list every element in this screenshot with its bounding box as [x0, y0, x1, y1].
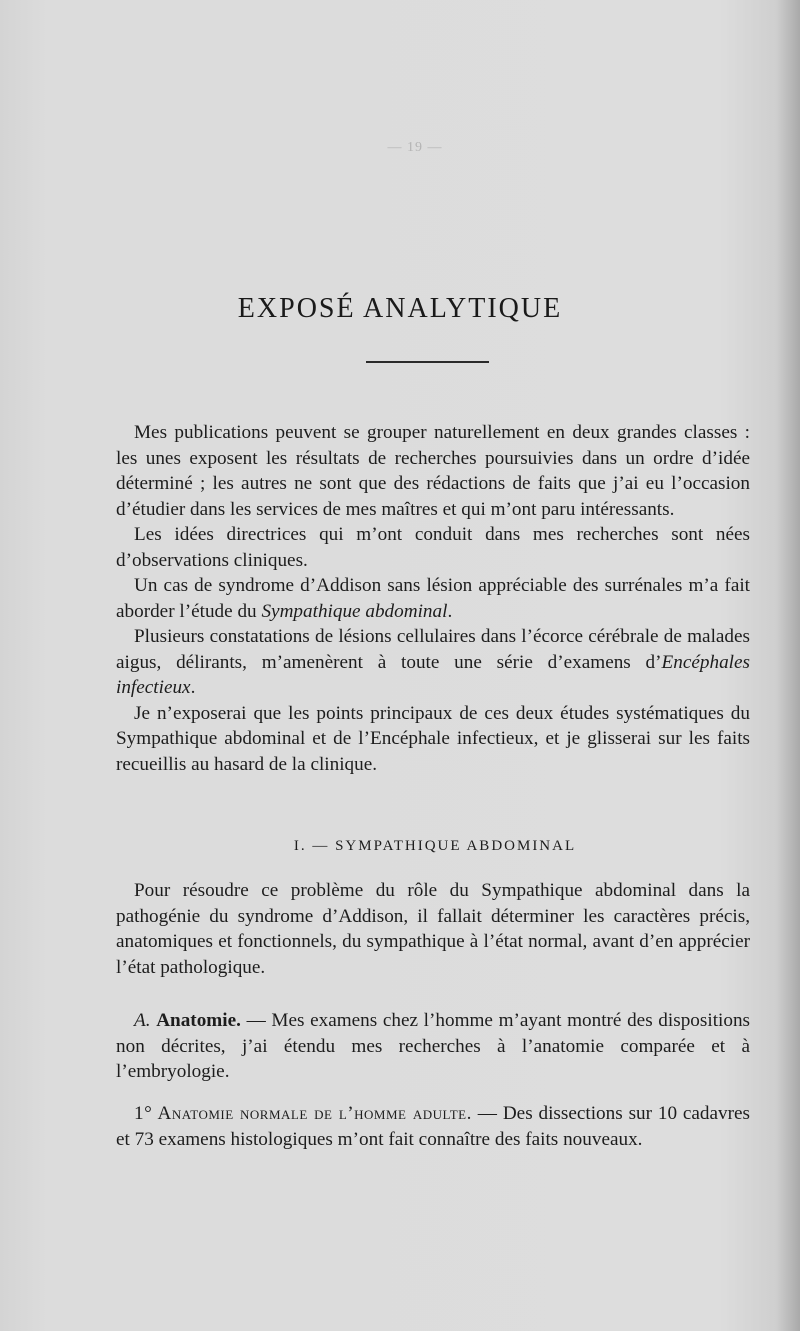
title-rule: [366, 361, 489, 363]
intro-paragraph-3: [116, 573, 750, 624]
intro-paragraph-1: Mes publications peuvent se grouper naturellement en deux grandes classes : les unes exposent les résultats de recherches poursuivies dans un ordre d’idée déterminé ; les autres ne sont que des rédactions de faits que j’ai eu l’occasion d’étudier dans les services de mes maîtres et qui m’ont paru intéressants.: [116, 422, 750, 520]
section-intro: [116, 878, 750, 980]
p3-italic: Sympathique abdominal: [261, 600, 448, 622]
anatomie-section: [116, 1008, 750, 1085]
anatomie-normale-text: — Des dissections sur 10 cadavres et 73 examens histologiques m’ont fait connaître des faits nouveaux.: [116, 1103, 751, 1150]
intro-paragraph-2: Les idées directrices qui m’ont conduit dans mes recherches sont nées d’observations cliniques.: [116, 524, 750, 571]
intro-paragraph-4: [116, 624, 750, 701]
p3-end: .: [447, 600, 453, 622]
page-number: — 19 —: [387, 140, 443, 155]
section-paragraph: Pour résoudre ce problème du rôle du Sympathique abdominal dans la pathogénie du syndrome d’Addison, il fallait déterminer les caractères précis, anatomiques et fonctionnels, du sympathique à l’état normal, avant d’en apprécier l’état pathologique.: [116, 880, 750, 978]
p3-text: Un cas de syndrome d’Addison sans lésion appréciable des surrénales m’a fait aborder l’étude du: [116, 575, 750, 622]
p4-italic: Encéphales infectieux: [116, 651, 750, 698]
anatomie-normale-label: 1° Anatomie normale de l’homme adulte.: [134, 1103, 472, 1124]
page-title: EXPOSÉ ANALYTIQUE: [237, 293, 563, 324]
section-heading: I. — SYMPATHIQUE ABDOMINAL: [293, 838, 577, 854]
anatomie-normale-section: [116, 1101, 750, 1152]
p4-text: Plusieurs constatations de lésions cellulaires dans l’écorce cérébrale de malades aigus, délirants, m’amenèrent à toute une série d’examens d’: [116, 626, 750, 673]
anatomie-text: — Mes examens chez l’homme m’ayant montré des dispositions non décrites, j’ai étendu mes recherches à l’anatomie comparée et à l’embryologie.: [116, 1010, 751, 1082]
p4-end: .: [190, 677, 196, 698]
intro-paragraph-5: Je n’exposerai que les points principaux de ces deux études systématiques du Sympathique abdominal et de l’Encéphale infectieux, et je glisserai sur les faits recueillis au hasard de la clinique.: [116, 702, 750, 775]
anatomie-letter: A.: [134, 1010, 151, 1031]
anatomie-normale-paragraph: [116, 1101, 750, 1152]
anatomie-label: Anatomie.: [156, 1010, 241, 1031]
intro-section: [116, 420, 750, 777]
anatomie-paragraph: [116, 1008, 750, 1085]
